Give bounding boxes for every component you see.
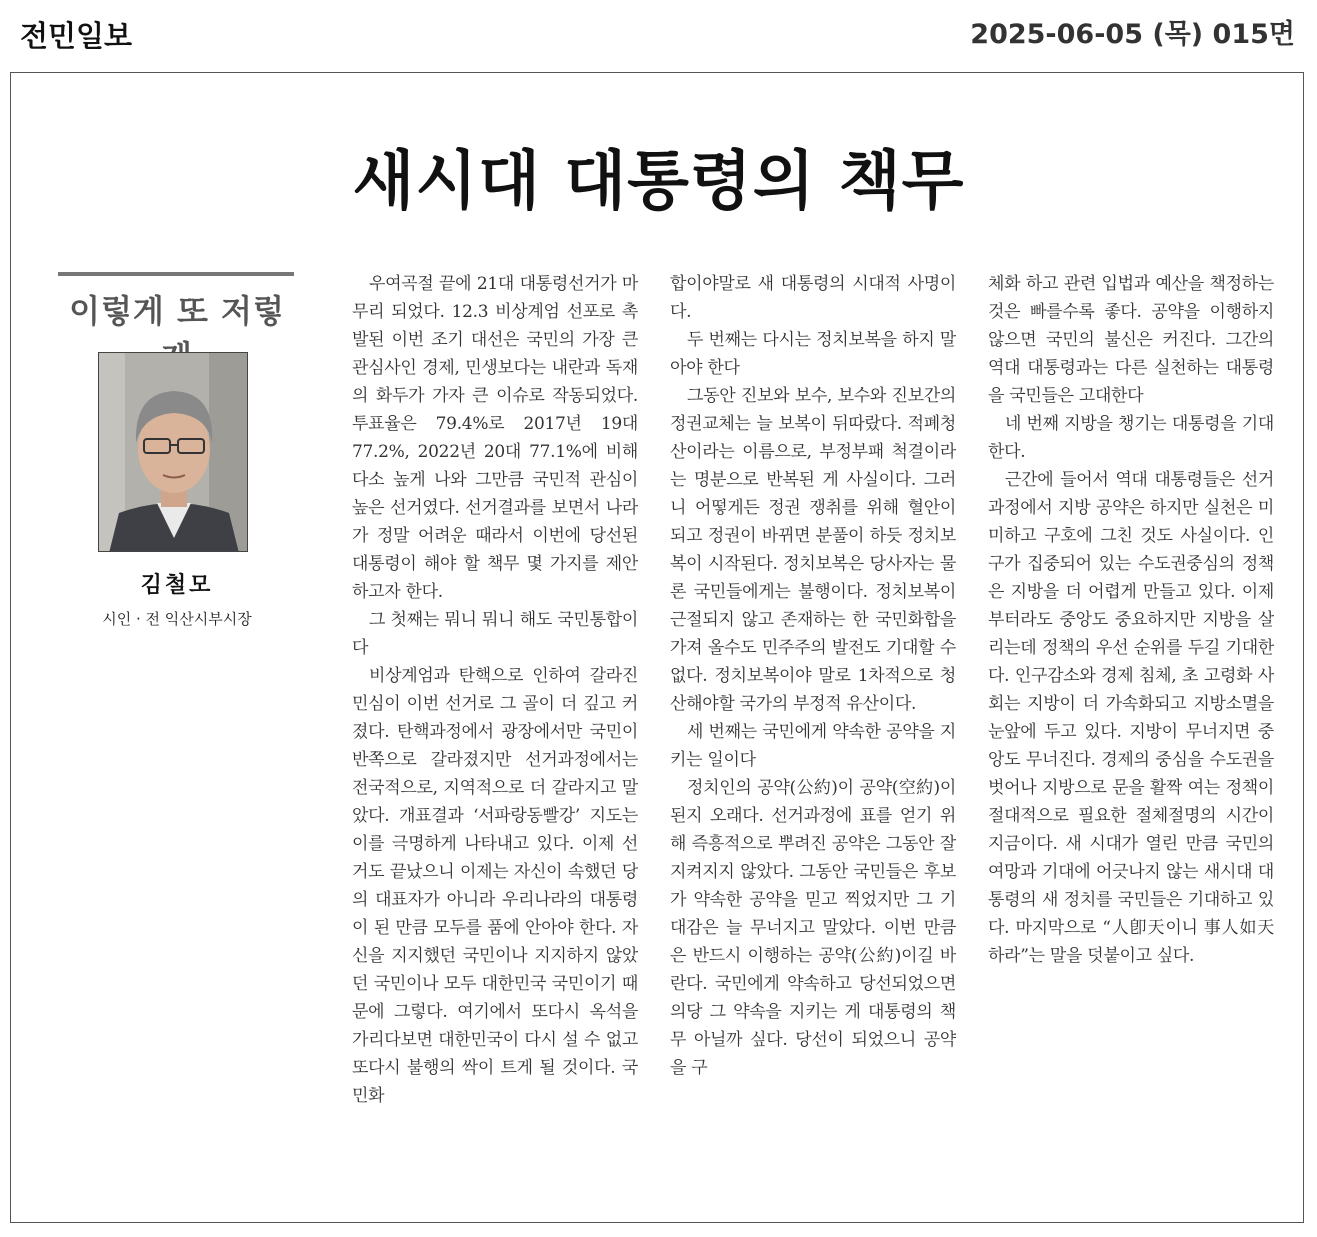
article-paragraph: 체화 하고 관련 입법과 예산을 책정하는 것은 빠를수록 좋다. 공약을 이행하지 않으면 국민의 불신은 커진다. 그간의 역대 대통령과는 다른 실천하는 대통령을 국민들은 고대한다: [988, 274, 1274, 406]
article-column-1: [352, 270, 638, 1200]
article-headline: 새시대 대통령의 책무: [352, 145, 965, 219]
column-sidebar: [58, 272, 296, 628]
newspaper-header: [0, 0, 1317, 70]
article-paragraph: 그동안 진보와 보수, 보수와 진보간의 정권교체는 늘 보복이 뒤따랐다. 적폐청산이라는 이름으로, 부정부패 척결이라는 명분으로 반복된 게 사실이다. 그러니 어떻게든 정권 쟁취를 위해 혈안이 되고 정권이 바뀌면 분풀이 하듯 정치보복이 시작된다. 정치보복은 당사자는 물론 국민들에게는 불행이다. 정치보복이 근절되지 않고 존재하는 한 국민화합을 가져 올수도 민주주의 발전도 기대할 수 없다. 정치보복이야 말로 1차적으로 청산해야할 국가의 부정적 유산이다.: [670, 386, 956, 714]
author-name: 김철모: [140, 573, 214, 598]
author-photo-illustration: [99, 353, 248, 552]
article-paragraph: 우여곡절 끝에 21대 대통령선거가 마무리 되었다. 12.3 비상계엄 선포로 촉발된 이번 조기 대선은 국민의 가장 큰 관심사인 경제, 민생보다는 내란과 독재의 화두가 가자 큰 이슈로 작동되었다. 투표율은 79.4%로 2017년 19대 77.2%, 2022년 20대 77.1%에 비해 다소 높게 나와 그만큼 국민적 관심이 높은 선거였다. 선거결과를 보면서 나라가 정말 어려운 때라서 이번에 당선된 대통령이 해야 할 책무 몇 가지를 제안하고자 한다.: [352, 274, 638, 602]
article-paragraph: 비상계엄과 탄핵으로 인하여 갈라진 민심이 이번 선거로 그 골이 더 깊고 커졌다. 탄핵과정에서 광장에서만 국민이 반쪽으로 갈라졌지만 선거과정에서는 전국적으로, 지역적으로 더 갈라지고 말았다. 개표결과 ‘서파랑동빨강’ 지도는 이를 극명하게 나타내고 있다. 이제 선거도 끝났으니 이제는 자신이 속했던 당의 대표자가 아니라 우리나라의 대통령이 된 만큼 모두를 품에 안아야 한다. 자신을 지지했던 국민이나 지지하지 않았던 국민이나 모두 대한민국 국민이기 때문에 그렇다. 여기에서 또다시 옥석을 가리다보면 대한민국이 다시 설 수 없고 또다시 불행의 싹이 트게 될 것이다. 국민화: [352, 666, 638, 1106]
article-paragraph: 네 번째 지방을 챙기는 대통령을 기대한다.: [988, 414, 1274, 462]
article-paragraph: 합이야말로 새 대통령의 시대적 사명이다.: [670, 274, 956, 322]
article-paragraph: 근간에 들어서 역대 대통령들은 선거과정에서 지방 공약은 하지만 실천은 미미하고 구호에 그친 것도 사실이다. 인구가 집중되어 있는 수도권중심의 정책은 지방을 더 어렵게 만들고 있다. 이제부터라도 중앙도 중요하지만 지방을 살리는데 정책의 우선 순위를 두길 기대한다. 인구감소와 경제 침체, 초 고령화 사회는 지방이 더 가속화되고 지방소멸을 눈앞에 두고 있다. 지방이 무너지면 중앙도 무너진다. 경제의 중심을 수도권을 벗어나 지방으로 문을 활짝 여는 정책이 절대적으로 필요한 절체절명의 시간이 지금이다. 새 시대가 열린 만큼 국민의 여망과 기대에 어긋나지 않는 새시대 대통령의 새 정치를 국민들은 기대하고 있다. 마지막으로 “人卽天이니 事人如天하라”는 말을 덧붙이고 싶다.: [988, 470, 1274, 966]
column-rule: [58, 272, 294, 276]
article-paragraph: 세 번째는 국민에게 약속한 공약을 지키는 일이다: [670, 722, 956, 770]
article-column-2: [670, 270, 956, 1200]
author-title: 시인 · 전 익산시부시장: [102, 610, 252, 628]
author-photo: [98, 352, 248, 552]
article-column-3: [988, 270, 1274, 1200]
article-paragraph: 정치인의 공약(公約)이 공약(空約)이 된지 오래다. 선거과정에 표를 얻기 위해 즉흥적으로 뿌려진 공약은 그동안 잘 지켜지지 않았다. 그동안 국민들은 후보가 약속한 공약을 믿고 찍었지만 그 기대감은 늘 무너지고 말았다. 이번 만큼은 반드시 이행하는 공약(公約)이길 바란다. 국민에게 약속하고 당선되었으면 의당 그 약속을 지키는 게 대통령의 책무 아닐까 싶다. 당선이 되었으니 공약을 구: [670, 778, 956, 1078]
newspaper-name: 전민일보: [20, 19, 133, 53]
issue-date-page: 2025-06-05 (목) 015면: [970, 19, 1295, 50]
article-paragraph: 두 번째는 다시는 정치보복을 하지 말아야 한다: [670, 330, 956, 378]
article-paragraph: 그 첫째는 뭐니 뭐니 해도 국민통합이다: [352, 610, 638, 658]
column-series-name: 이렇게 또 저렇: [69, 292, 285, 330]
